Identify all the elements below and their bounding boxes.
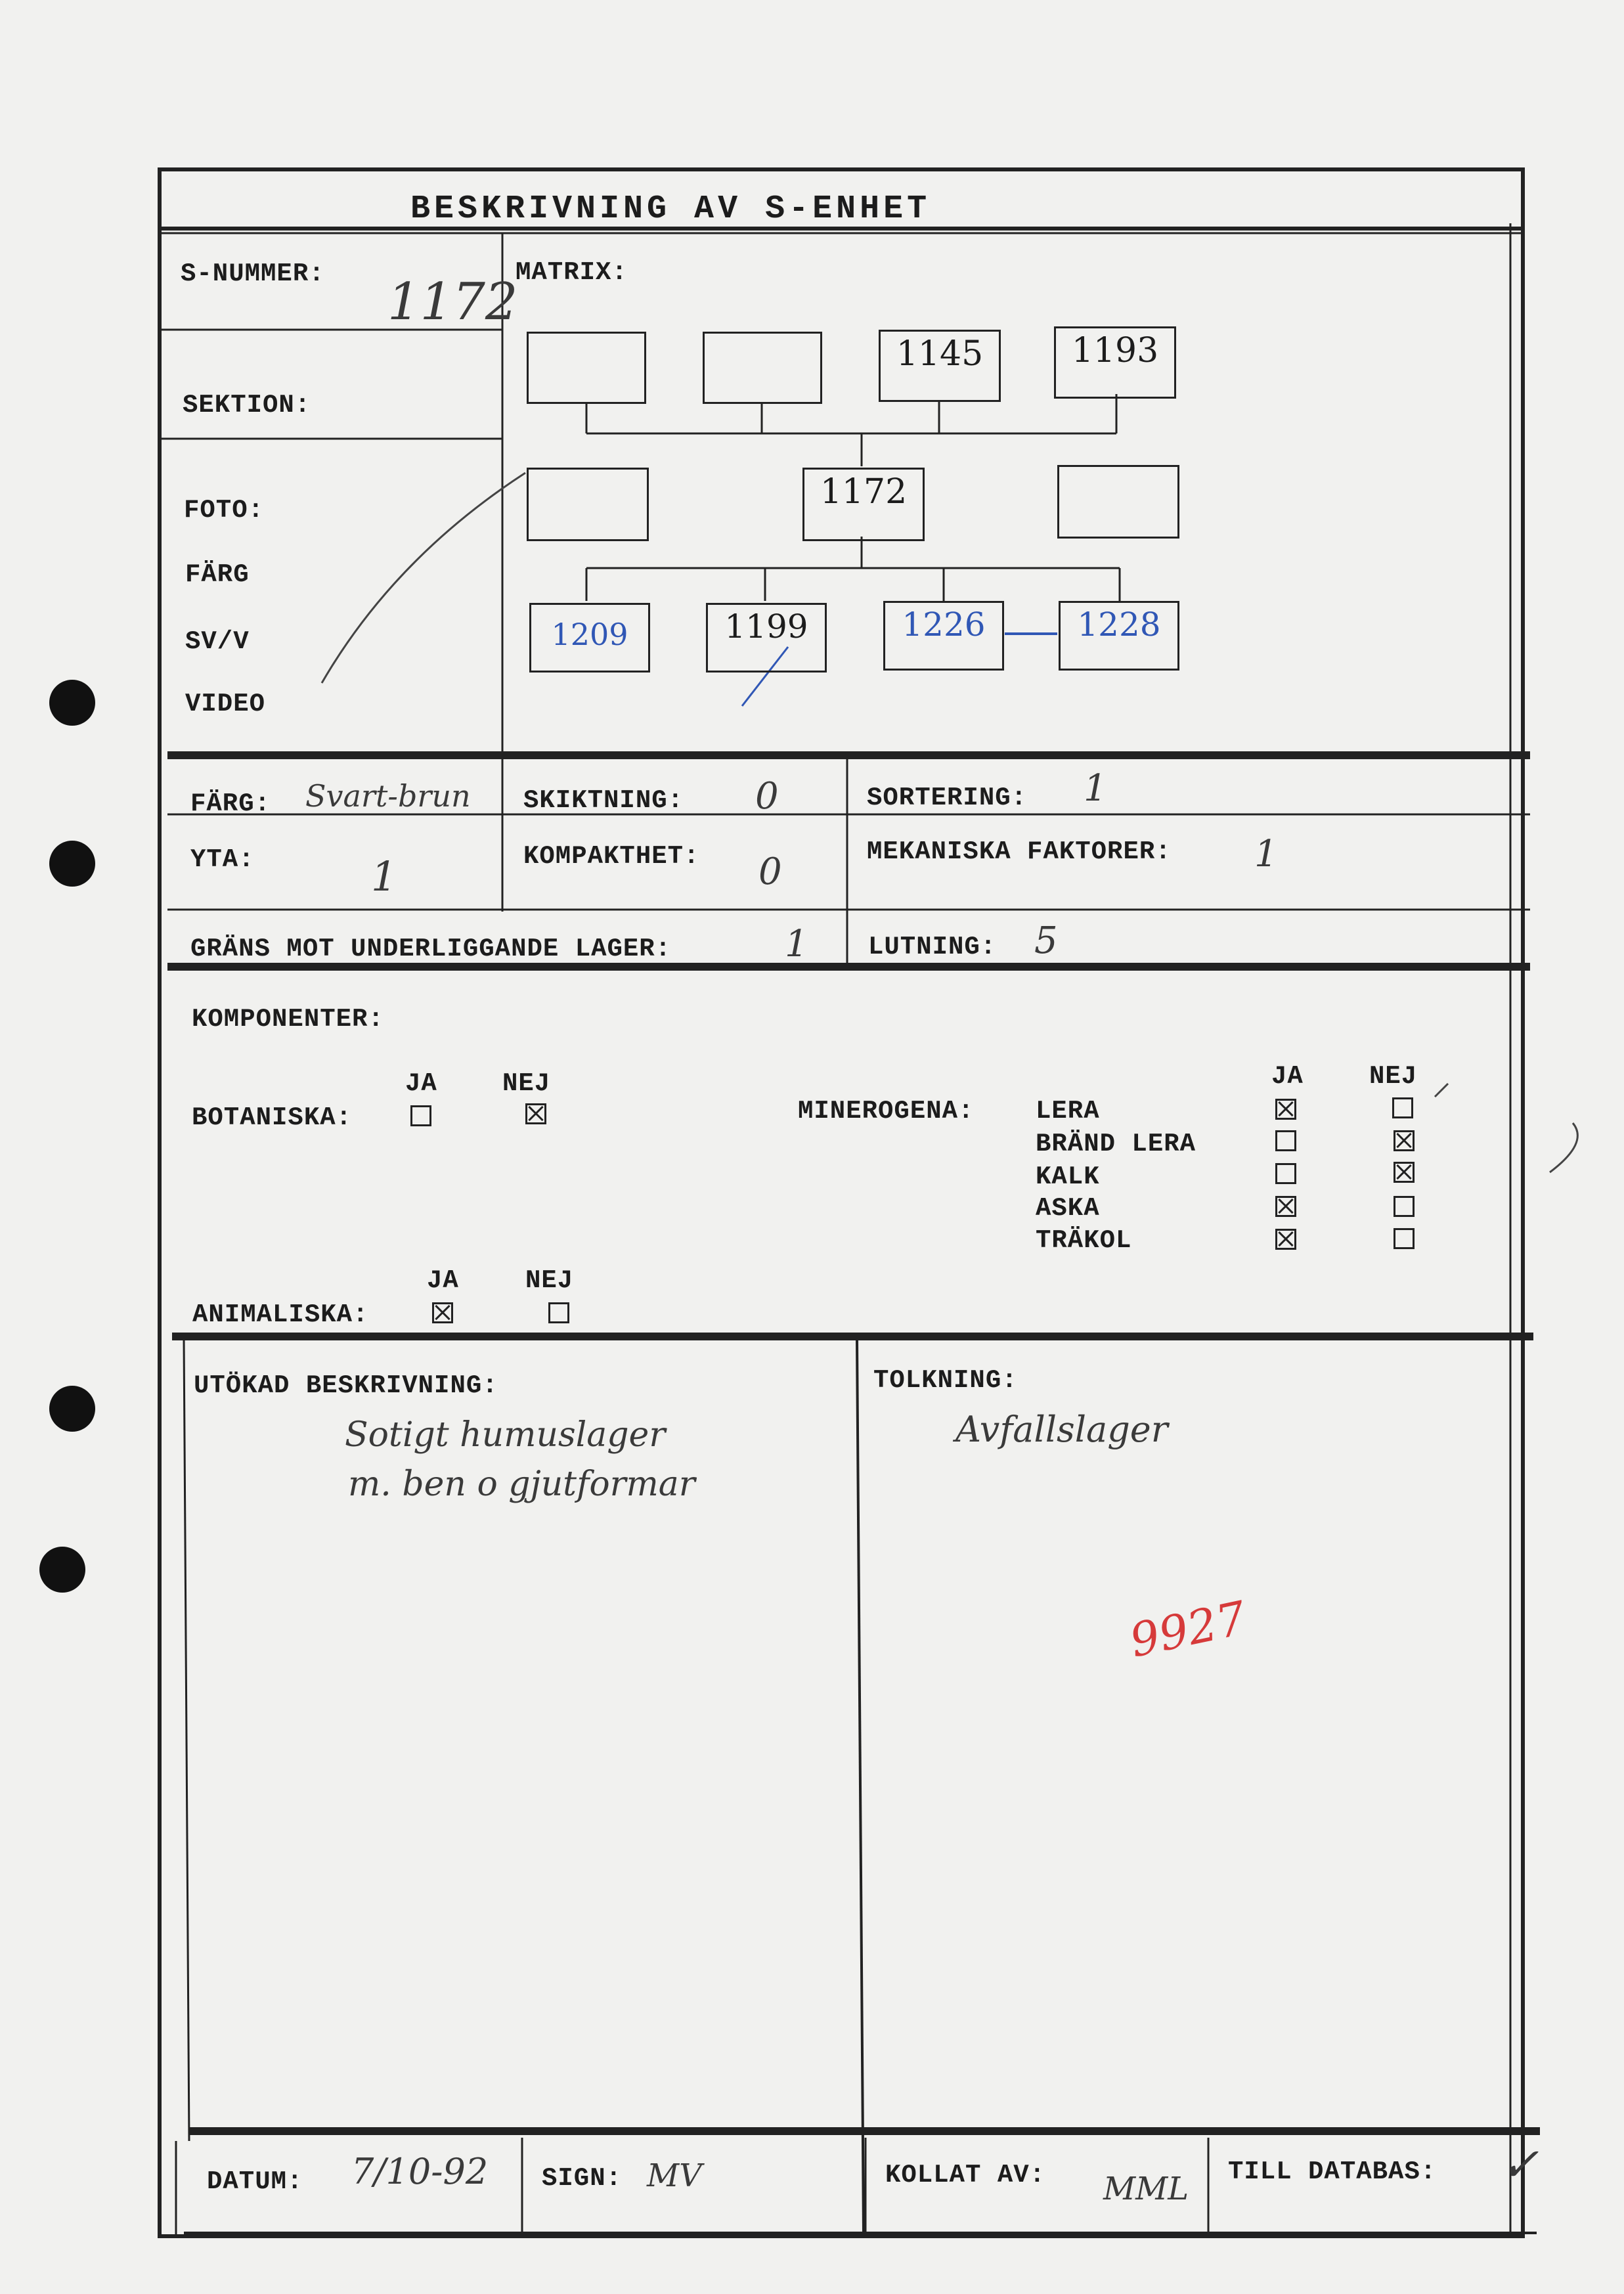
matrix-box-current[interactable]: 1172 — [802, 468, 925, 541]
matrix-box[interactable]: 1209 — [529, 603, 650, 673]
brand-lera-nej-checkbox[interactable] — [1394, 1130, 1415, 1151]
animaliska-nej-checkbox[interactable] — [548, 1302, 569, 1323]
minerogena-label: MINEROGENA: — [798, 1097, 975, 1126]
grans-label: GRÄNS MOT UNDERLIGGANDE LAGER: — [190, 935, 672, 963]
aska-nej-checkbox[interactable] — [1394, 1196, 1415, 1217]
utokad-line-2[interactable]: m. ben o gjutformar — [348, 1465, 695, 1504]
lutning-value[interactable]: 5 — [1034, 919, 1058, 962]
minerogena-nej-header: NEJ — [1369, 1062, 1418, 1091]
animaliska-ja-checkbox[interactable] — [432, 1302, 453, 1323]
tolkning-value[interactable]: Avfallslager — [955, 1409, 1168, 1450]
minerogena-item-label: TRÄKOL — [1036, 1226, 1132, 1255]
foto-video-label: VIDEO — [185, 690, 266, 718]
grans-value[interactable]: 1 — [785, 923, 808, 965]
utokad-label: UTÖKAD BESKRIVNING: — [194, 1371, 498, 1400]
sortering-value[interactable]: 1 — [1084, 767, 1107, 810]
komponenter-label: KOMPONENTER: — [192, 1005, 384, 1034]
mekaniska-value[interactable]: 1 — [1254, 833, 1278, 875]
yta-label: YTA: — [190, 845, 255, 874]
botaniska-ja-checkbox[interactable] — [410, 1105, 431, 1126]
mekaniska-label: MEKANISKA FAKTORER: — [867, 837, 1172, 866]
botaniska-nej-header: NEJ — [502, 1069, 551, 1098]
animaliska-label: ANIMALISKA: — [192, 1300, 369, 1329]
trakol-ja-checkbox[interactable] — [1275, 1229, 1296, 1250]
matrix-box[interactable]: 1228 — [1059, 601, 1179, 671]
s-nummer-value[interactable]: 1172 — [387, 273, 518, 332]
matrix-box[interactable]: 1193 — [1054, 326, 1176, 399]
matrix-box[interactable]: 1145 — [879, 330, 1001, 402]
sortering-label: SORTERING: — [867, 783, 1028, 812]
s-nummer-label: S-NUMMER: — [181, 259, 325, 288]
datum-value[interactable]: 7/10-92 — [351, 2151, 489, 2192]
kompakthet-label: KOMPAKTHET: — [523, 842, 700, 871]
aska-ja-checkbox[interactable] — [1275, 1196, 1296, 1217]
minerogena-item-label: KALK — [1036, 1162, 1100, 1191]
foto-label: FOTO: — [184, 496, 265, 525]
tolkning-red-number: 9927 — [1125, 1591, 1251, 1668]
matrix-box[interactable]: 1199 — [706, 603, 827, 673]
sign-value[interactable]: MV — [647, 2157, 702, 2194]
matrix-box[interactable] — [527, 332, 646, 404]
databas-value[interactable]: ✓ — [1501, 2138, 1539, 2192]
animaliska-nej-header: NEJ — [525, 1266, 574, 1295]
databas-label: TILL DATABAS: — [1228, 2157, 1437, 2186]
matrix-box[interactable] — [703, 332, 822, 404]
sign-label: SIGN: — [542, 2164, 623, 2193]
foto-svv-label: SV/V — [185, 627, 250, 656]
minerogena-item-label: ASKA — [1036, 1194, 1100, 1223]
matrix-box[interactable] — [1057, 465, 1179, 539]
lera-nej-checkbox[interactable] — [1392, 1097, 1413, 1118]
botaniska-label: BOTANISKA: — [192, 1103, 353, 1132]
lera-ja-checkbox[interactable] — [1275, 1099, 1296, 1120]
minerogena-ja-header: JA — [1271, 1062, 1304, 1091]
matrix-label: MATRIX: — [516, 258, 628, 287]
animaliska-ja-header: JA — [427, 1266, 459, 1295]
minerogena-item-label: LERA — [1036, 1097, 1100, 1126]
matrix-box[interactable]: 1226 — [883, 601, 1004, 671]
farg-value[interactable]: Svart-brun — [305, 778, 471, 814]
botaniska-ja-header: JA — [405, 1069, 437, 1098]
lutning-label: LUTNING: — [868, 933, 997, 961]
matrix-box[interactable] — [527, 468, 649, 541]
foto-farg-label: FÄRG — [185, 560, 250, 589]
kalk-nej-checkbox[interactable] — [1394, 1162, 1415, 1183]
skiktning-label: SKIKTNING: — [523, 786, 684, 815]
skiktning-value[interactable]: 0 — [755, 775, 779, 818]
kollat-value[interactable]: MML — [1103, 2171, 1189, 2207]
kompakthet-value[interactable]: 0 — [758, 850, 782, 893]
farg-label: FÄRG: — [190, 789, 271, 818]
datum-label: DATUM: — [207, 2167, 303, 2196]
trakol-nej-checkbox[interactable] — [1394, 1228, 1415, 1249]
kalk-ja-checkbox[interactable] — [1275, 1163, 1296, 1184]
yta-value[interactable]: 1 — [371, 852, 397, 900]
sektion-label: SEKTION: — [183, 391, 311, 420]
utokad-line-1[interactable]: Sotigt humuslager — [345, 1415, 666, 1455]
kollat-label: KOLLAT AV: — [885, 2161, 1046, 2190]
form-title: BESKRIVNING AV S-ENHET — [410, 190, 931, 228]
minerogena-item-label: BRÄND LERA — [1036, 1130, 1196, 1158]
botaniska-nej-checkbox[interactable] — [525, 1103, 546, 1124]
tolkning-label: TOLKNING: — [873, 1366, 1018, 1395]
brand-lera-ja-checkbox[interactable] — [1275, 1130, 1296, 1151]
